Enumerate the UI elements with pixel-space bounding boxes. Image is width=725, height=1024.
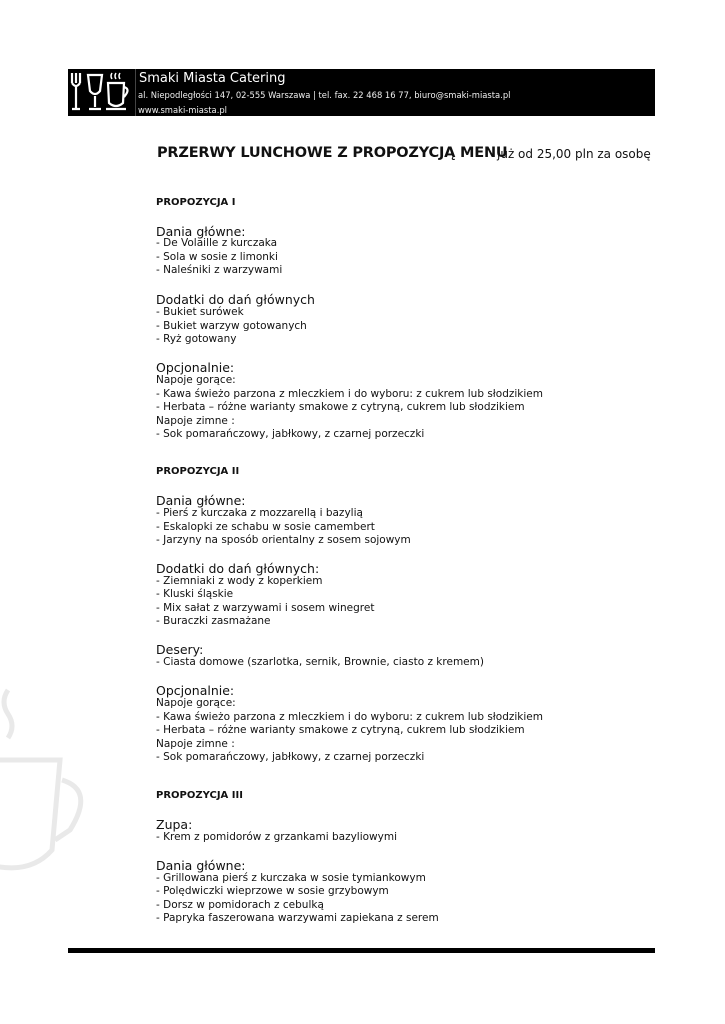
menu-item: - Dorsz w pomidorach z cebulką — [156, 899, 324, 911]
page-title: PRZERWY LUNCHOWE Z PROPOZYCJĄ MENU — [157, 145, 508, 161]
menu-item: Napoje gorące: — [156, 697, 236, 709]
section-title: Dania główne: — [156, 493, 246, 508]
menu-item: - Papryka faszerowana warzywami zapiekana z serem — [156, 912, 439, 924]
menu-item: - Herbata – różne warianty smakowe z cytryną, cukrem lub słodzikiem — [156, 401, 525, 413]
company-website: www.smaki-miasta.pl — [138, 105, 227, 115]
menu-item: - Mix sałat z warzywami i sosem winegret — [156, 602, 375, 614]
company-address: al. Niepodległości 147, 02-555 Warszawa | tel. fax. 22 468 16 77, biuro@smaki-miasta.pl — [138, 90, 511, 100]
section-title: Dodatki do dań głównych — [156, 292, 315, 307]
menu-item: Napoje zimne : — [156, 415, 235, 427]
proposal-heading: PROPOZYCJA I — [156, 197, 236, 208]
section-title: Opcjonalnie: — [156, 683, 235, 698]
price-note: już od 25,00 pln za osobę — [497, 147, 651, 161]
menu-item: Napoje gorące: — [156, 374, 236, 386]
menu-item: - Ciasta domowe (szarlotka, sernik, Brownie, ciasto z kremem) — [156, 656, 484, 668]
header-divider — [135, 69, 136, 116]
catering-logo-icon — [68, 69, 134, 116]
menu-item: - Sola w sosie z limonki — [156, 251, 278, 263]
section-title: Zupa: — [156, 817, 193, 832]
menu-item: - Ziemniaki z wody z koperkiem — [156, 575, 323, 587]
coffee-cup-watermark-icon — [0, 680, 100, 890]
menu-item: - Kawa świeżo parzona z mleczkiem i do wyboru: z cukrem lub słodzikiem — [156, 388, 543, 400]
footer-rule — [68, 948, 655, 953]
menu-item: - Herbata – różne warianty smakowe z cytryną, cukrem lub słodzikiem — [156, 724, 525, 736]
section-title: Dania główne: — [156, 224, 246, 239]
menu-item: - Krem z pomidorów z grzankami bazyliowymi — [156, 831, 398, 843]
menu-item: - Grillowana pierś z kurczaka w sosie tymiankowym — [156, 872, 426, 884]
menu-item: - Bukiet warzyw gotowanych — [156, 320, 307, 332]
section-title: Dodatki do dań głównych: — [156, 561, 320, 576]
company-name: Smaki Miasta Catering — [139, 71, 286, 86]
proposal-heading: PROPOZYCJA III — [156, 790, 243, 801]
section-title: Opcjonalnie: — [156, 360, 235, 375]
menu-item: - Jarzyny na sposób orientalny z sosem sojowym — [156, 534, 411, 546]
section-title: Desery: — [156, 642, 204, 657]
section-title: Dania główne: — [156, 858, 246, 873]
menu-item: - Pierś z kurczaka z mozzarellą i bazylią — [156, 507, 363, 519]
menu-item: - Eskalopki ze schabu w sosie camembert — [156, 521, 375, 533]
menu-item: Napoje zimne : — [156, 738, 235, 750]
menu-item: - Sok pomarańczowy, jabłkowy, z czarnej porzeczki — [156, 751, 425, 763]
menu-item: - Naleśniki z warzywami — [156, 264, 283, 276]
menu-item: - Buraczki zasmażane — [156, 615, 271, 627]
menu-item: - Kluski śląskie — [156, 588, 234, 600]
menu-item: - Polędwiczki wieprzowe w sosie grzybowym — [156, 885, 389, 897]
menu-item: - Kawa świeżo parzona z mleczkiem i do wyboru: z cukrem lub słodzikiem — [156, 711, 543, 723]
menu-item: - Sok pomarańczowy, jabłkowy, z czarnej porzeczki — [156, 428, 425, 440]
proposal-heading: PROPOZYCJA II — [156, 466, 240, 477]
menu-item: - De Volaille z kurczaka — [156, 237, 278, 249]
menu-item: - Ryż gotowany — [156, 333, 237, 345]
menu-item: - Bukiet surówek — [156, 306, 244, 318]
